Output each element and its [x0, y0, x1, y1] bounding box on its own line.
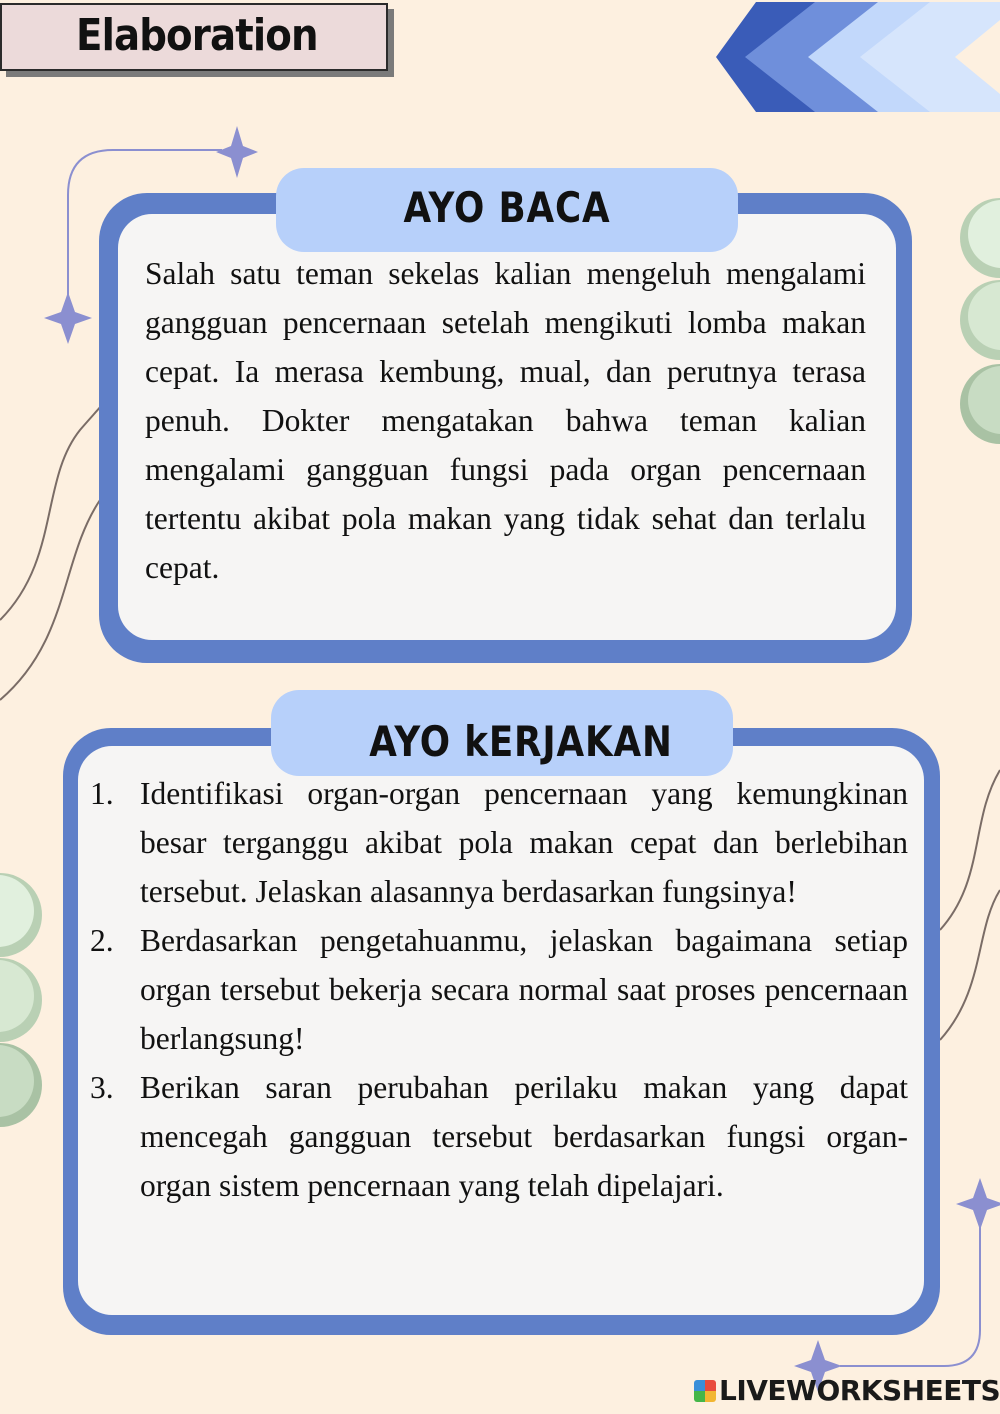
sparkle-icon [956, 1178, 1000, 1230]
green-dots-left [0, 873, 42, 1127]
liveworksheets-logo: LIVEWORKSHEETS [694, 1374, 1000, 1407]
chevron-arrows-icon [716, 2, 1000, 112]
reading-paragraph: Salah satu teman sekelas kalian mengeluh mengalami gangguan pencernaan setelah mengikuti lomba makan cepat. Ia merasa kembung, mual, dan perutnya terasa penuh. Dokter mengatakan bahwa teman kalian mengalami gangguan fungsi pada organ pencernaan tertentu akibat pola makan yang tidak sehat dan terlalu cepat. [145, 256, 866, 585]
liveworksheets-icon [694, 1380, 716, 1402]
sparkle-icon [216, 126, 258, 178]
reading-tab-label: AYO BACA [403, 183, 611, 232]
list-item: 1. Identifikasi organ-organ pencernaan yang kemungkinan besar terganggu akibat pola makan cepat dan berlebihan tersebut. Jelaskan alasannya berdasarkan fungsinya! [90, 776, 908, 909]
tasks-tab-label: AYO kERJAKAN [369, 717, 673, 766]
green-dots-right [960, 198, 1000, 444]
sparkle-icon [44, 292, 92, 344]
list-item: 2. Berdasarkan pengetahuanmu, jelaskan bagaimana setiap organ tersebut bekerja secara normal saat proses pencernaan berlangsung! [90, 923, 908, 1056]
page-title: Elaboration [76, 10, 318, 61]
list-item: 3. Berikan saran perubahan perilaku makan yang dapat mencegah gangguan tersebut berdasarkan fungsi organ-organ sistem pencernaan yang telah dipelajari. [90, 1070, 908, 1203]
task-list [90, 769, 908, 1210]
